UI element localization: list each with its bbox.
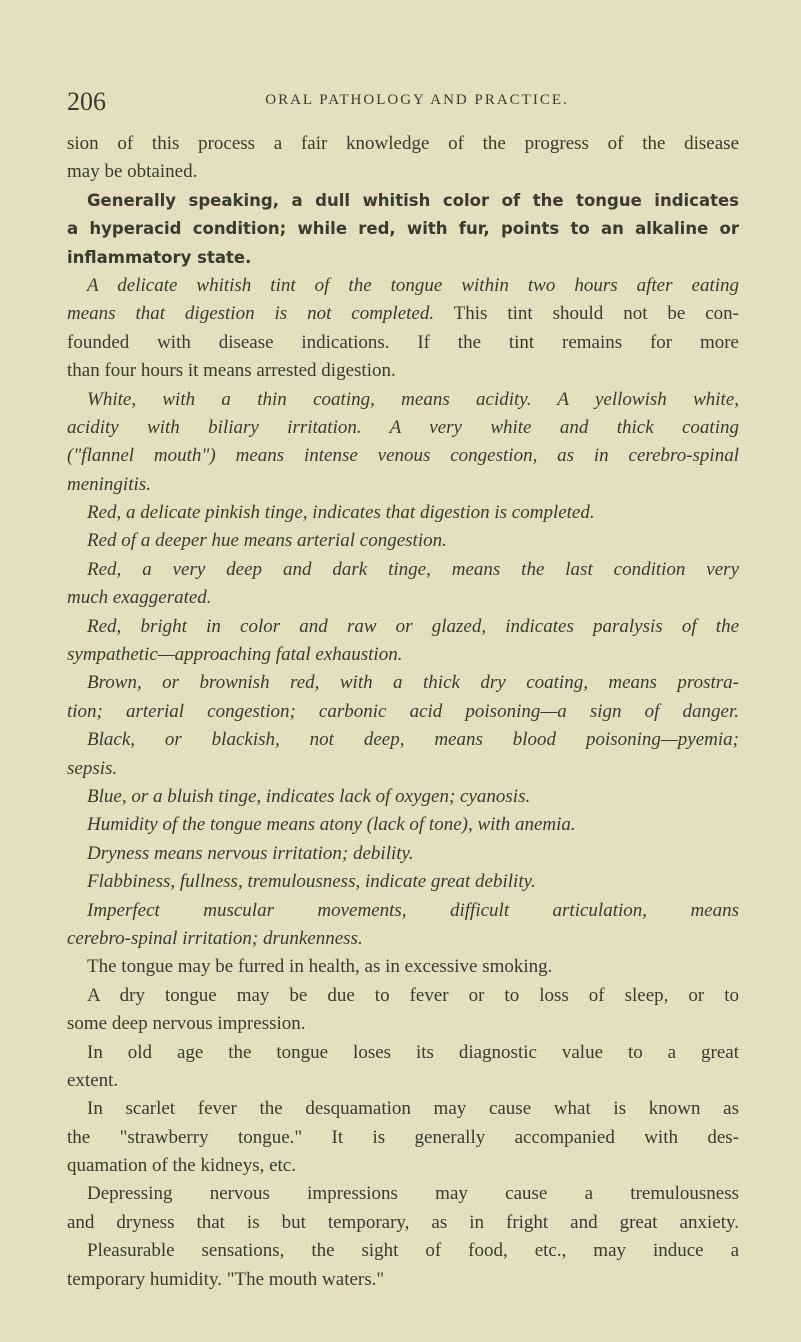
- text-line: tion; arterial congestion; carbonic acid poisoning—a sign of danger.: [67, 700, 739, 722]
- text-line: extent.: [67, 1069, 119, 1091]
- text-line: some deep nervous impression.: [67, 1013, 306, 1035]
- text-line: and dryness that is but temporary, as in fright and great anxiety.: [67, 1211, 739, 1233]
- text-line: Depressing nervous impressions may cause a tremulousness: [87, 1183, 739, 1205]
- text-line: Pleasurable sensations, the sight of food, etc., may induce a: [87, 1240, 739, 1262]
- text-line: the "strawberry tongue." It is generally accompanied with des-: [67, 1126, 739, 1148]
- text-line: Red of a deeper hue means arterial congestion.: [87, 530, 447, 552]
- text-line: Humidity of the tongue means atony (lack of tone), with anemia.: [87, 814, 576, 836]
- text-line: ("flannel mouth") means intense venous congestion, as in cerebro-spinal: [67, 445, 739, 467]
- text-line: much exaggerated.: [67, 587, 212, 609]
- running-title: ORAL PATHOLOGY AND PRACTICE.: [265, 92, 569, 108]
- text-line: sympathetic—approaching fatal exhaustion.: [67, 644, 403, 666]
- text-line: Black, or blackish, not deep, means blood poisoning—pyemia;: [87, 729, 739, 751]
- text-line: Imperfect muscular movements, difficult articulation, means: [87, 899, 739, 921]
- text-line: means that digestion is not completed. This tint should not be con-: [67, 303, 739, 325]
- text-line: founded with disease indications. If the tint remains for more: [67, 331, 739, 353]
- text-line: Red, a delicate pinkish tinge, indicates that digestion is completed.: [87, 502, 595, 524]
- body-text: [67, 130, 739, 1294]
- text-line: A dry tongue may be due to fever or to loss of sleep, or to: [87, 984, 739, 1006]
- text-line: Brown, or brownish red, with a thick dry coating, means prostra-: [87, 672, 739, 694]
- text-line: Red, bright in color and raw or glazed, indicates paralysis of the: [87, 615, 739, 637]
- page-header: [67, 87, 737, 127]
- text-line: In old age the tongue loses its diagnostic value to a great: [87, 1041, 739, 1063]
- text-line: cerebro-spinal irritation; drunkenness.: [67, 927, 363, 949]
- text-line: sepsis.: [67, 757, 118, 779]
- text-line: In scarlet fever the desquamation may cause what is known as: [87, 1098, 739, 1120]
- text-line: may be obtained.: [67, 161, 198, 183]
- text-line: acidity with biliary irritation. A very white and thick coating: [67, 416, 739, 438]
- text-line: A delicate whitish tint of the tongue within two hours after eating: [87, 274, 739, 296]
- text-line: inflammatory state.: [67, 247, 252, 267]
- text-line: temporary humidity. "The mouth waters.": [67, 1268, 385, 1290]
- text-line: quamation of the kidneys, etc.: [67, 1155, 296, 1177]
- text-line: a hyperacid condition; while red, with fur, points to an alkaline or: [67, 219, 739, 239]
- text-line: Dryness means nervous irritation; debility.: [87, 842, 414, 864]
- text-line: sion of this process a fair knowledge of the progress of the disease: [67, 133, 739, 154]
- text-line: Flabbiness, fullness, tremulousness, indicate great debility.: [87, 871, 536, 893]
- text-line: Blue, or a bluish tinge, indicates lack of oxygen; cyanosis.: [87, 785, 531, 807]
- text-line: than four hours it means arrested digestion.: [67, 360, 396, 382]
- text-line: Generally speaking, a dull whitish color of the tongue indicates: [87, 190, 739, 210]
- text-line: meningitis.: [67, 473, 151, 495]
- text-line: The tongue may be furred in health, as in excessive smoking.: [87, 956, 553, 978]
- page-number: 206: [67, 87, 106, 116]
- text-line: White, with a thin coating, means acidity. A yellowish white,: [87, 388, 739, 410]
- text-line: Red, a very deep and dark tinge, means the last condition very: [87, 558, 739, 580]
